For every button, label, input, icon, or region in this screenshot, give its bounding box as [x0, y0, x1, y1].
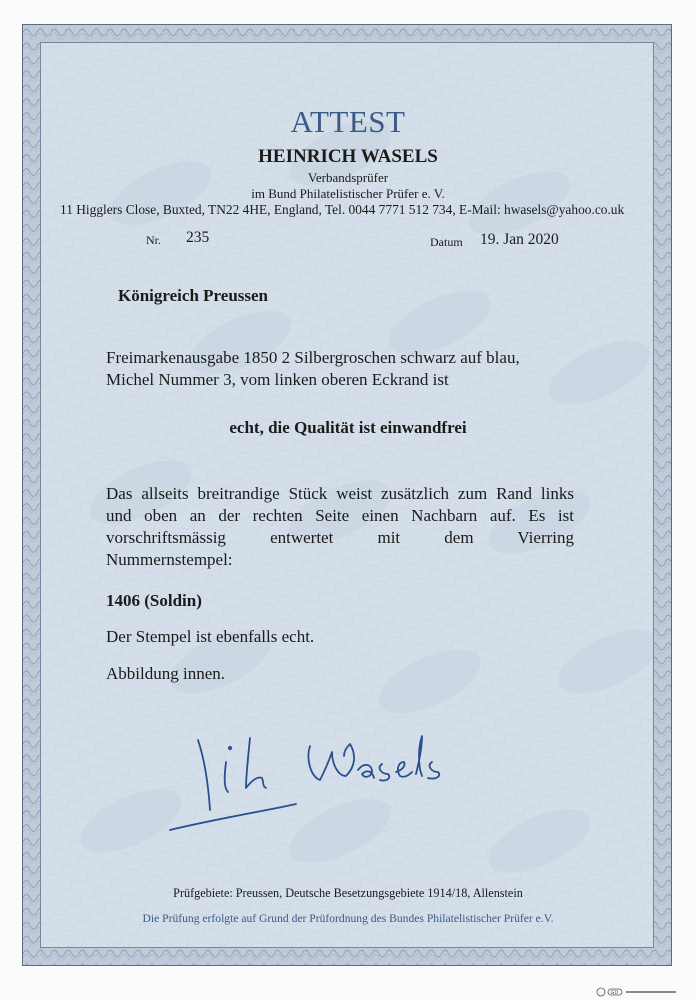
cancellation-note: Der Stempel ist ebenfalls echt.	[106, 627, 315, 646]
certificate-number: 235	[186, 229, 210, 246]
examiner-name: HEINRICH WASELS	[258, 146, 438, 167]
verdict-statement: echt, die Qualität ist einwandfrei	[229, 418, 467, 437]
condition-line: und oben an der rechten Seite einen Nachbarn auf. Es ist	[106, 506, 574, 525]
examiner-address: 11 Higglers Close, Buxted, TN22 4HE, England, Tel. 0044 7771 512 734, E-Mail: hwasels@yahoo.co.uk	[60, 202, 625, 217]
condition-line: Nummernstempel:	[106, 550, 233, 569]
examiner-role: Verbandsprüfer	[307, 170, 389, 185]
examiner-association: im Bund Philatelistischer Prüfer e. V.	[251, 186, 445, 201]
country-heading: Königreich Preussen	[118, 286, 269, 305]
stamp-description-line: Michel Nummer 3, vom linken oberen Eckrand ist	[106, 370, 449, 389]
condition-paragraph	[106, 483, 574, 571]
handwritten-signature	[160, 718, 450, 833]
condition-line: Das allseits breitrandige Stück weist zusätzlich zum Rand links	[106, 484, 574, 503]
regulation-note: Die Prüfung erfolgte auf Grund der Prüfordnung des Bundes Philatelistischer Prüfer e.V.	[142, 912, 554, 925]
logo-text: GD	[610, 990, 619, 996]
date-label: Datum	[430, 235, 463, 249]
printer-logo	[596, 987, 678, 997]
condition-line: vorschriftsmässig entwertet mit dem Vierring	[106, 528, 574, 547]
examination-fields: Prüfgebiete: Preussen, Deutsche Besetzungsgebiete 1914/18, Allenstein	[173, 886, 523, 900]
stamp-description-line: Freimarkenausgabe 1850 2 Silbergroschen schwarz auf blau,	[106, 348, 520, 367]
certificate-number-label: Nr.	[146, 233, 161, 247]
certificate-title: ATTEST	[290, 104, 406, 139]
illustration-note: Abbildung innen.	[106, 664, 225, 683]
certificate-date: 19. Jan 2020	[480, 231, 559, 248]
cancellation-number: 1406 (Soldin)	[106, 591, 202, 610]
